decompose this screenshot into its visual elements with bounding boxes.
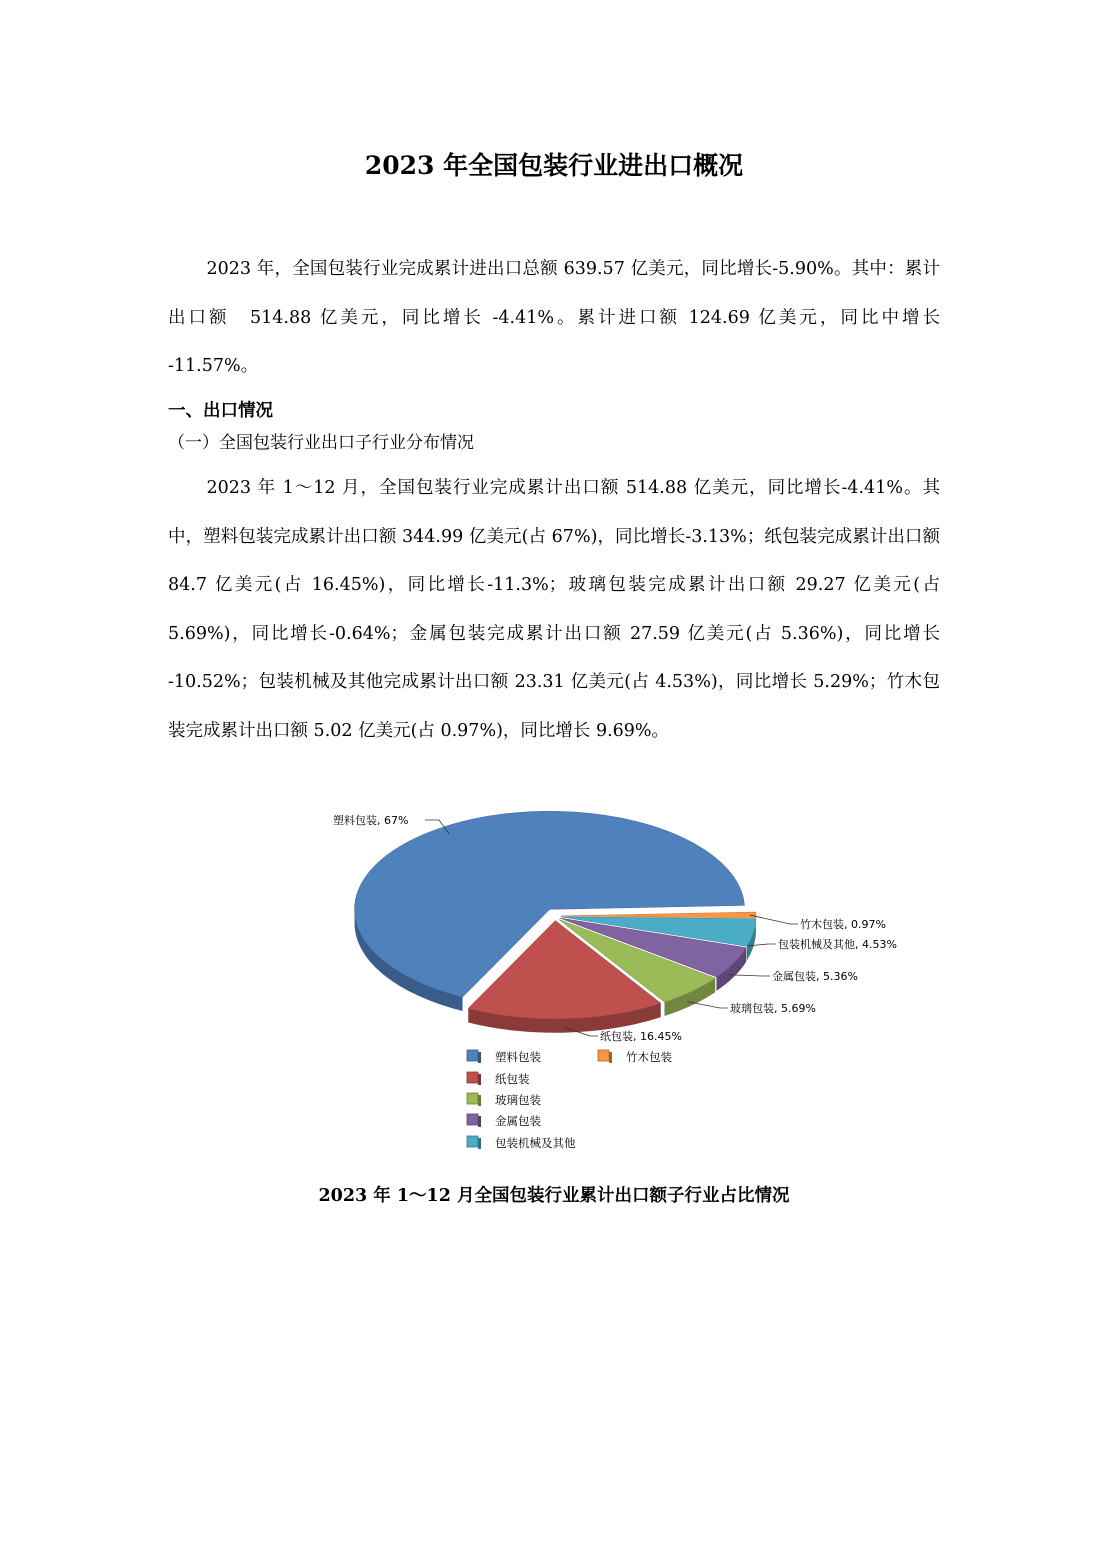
legend-swatch-side bbox=[478, 1074, 481, 1085]
pie-data-label-5: 包装机械及其他, 4.53% bbox=[778, 938, 897, 951]
legend-swatch-side bbox=[609, 1052, 612, 1063]
export-share-pie-chart bbox=[300, 800, 897, 1170]
legend-entry-6: 竹木包装 bbox=[626, 1050, 672, 1064]
legend-swatch-side bbox=[478, 1116, 481, 1127]
export-distribution-paragraph: 2023 年 1～12 月，全国包装行业完成累计出口额 514.88 亿美元，同比增长-4.41%。其中，塑料包装完成累计出口额 344.99 亿美元(占 67%)，同比增长-3.13%；纸包装完成累计出口额 84.7 亿美元(占 16.45%)，同比增长-11.3%；玻璃包装完成累计出口额 29.27 亿美元(占 5.69%)，同比增长-0.64%；金属包装完成累计出口额 27.59 亿美元(占 5.36%)，同比增长 -10.52%；包装机械及其他完成累计出口额 23.31 亿美元(占 4.53%)，同比增长 5.29%；竹木包装完成累计出口额 5.02 亿美元(占 0.97%)，同比增长 9.69%。 bbox=[168, 478, 940, 741]
legend-entry-4: 金属包装 bbox=[495, 1114, 541, 1128]
pie-data-label-6: 竹木包装, 0.97% bbox=[800, 918, 886, 931]
legend-swatch-side bbox=[478, 1138, 481, 1149]
chart-legend bbox=[467, 1050, 672, 1150]
intro-paragraph: 2023 年，全国包装行业完成累计进出口总额 639.57 亿美元，同比增长-5.90%。其中：累计出口额 514.88 亿美元，同比增长 -4.41%。累计进口额 124.69 亿美元，同比中增长 -11.57%。 bbox=[168, 259, 940, 376]
section-heading-export: 一、出口情况 bbox=[168, 401, 273, 421]
document-title: 2023 年全国包装行业进出口概况 bbox=[364, 151, 744, 180]
chart-caption: 2023 年 1～12 月全国包装行业累计出口额子行业占比情况 bbox=[318, 1186, 790, 1206]
legend-swatch-4 bbox=[467, 1114, 478, 1125]
pie-data-label-1: 塑料包装, 67% bbox=[333, 814, 409, 827]
legend-swatch-1 bbox=[467, 1050, 478, 1061]
pie-data-label-3: 玻璃包装, 5.69% bbox=[730, 1002, 816, 1015]
pie-data-label-2: 纸包装, 16.45% bbox=[600, 1030, 682, 1043]
subsection-heading-distribution: （一）全国包装行业出口子行业分布情况 bbox=[168, 433, 474, 453]
legend-entry-2: 纸包装 bbox=[495, 1072, 530, 1086]
pie-data-label-4: 金属包装, 5.36% bbox=[772, 970, 858, 983]
legend-swatch-side bbox=[478, 1052, 481, 1063]
legend-entry-3: 玻璃包装 bbox=[495, 1093, 541, 1107]
legend-entry-1: 塑料包装 bbox=[495, 1050, 541, 1064]
legend-swatch-6 bbox=[598, 1050, 609, 1061]
legend-entry-5: 包装机械及其他 bbox=[495, 1136, 576, 1150]
pie-leader-line bbox=[688, 1002, 728, 1008]
pie-leader-line bbox=[750, 915, 798, 924]
legend-swatch-2 bbox=[467, 1072, 478, 1083]
legend-swatch-3 bbox=[467, 1093, 478, 1104]
legend-swatch-5 bbox=[467, 1136, 478, 1147]
legend-swatch-side bbox=[478, 1095, 481, 1106]
